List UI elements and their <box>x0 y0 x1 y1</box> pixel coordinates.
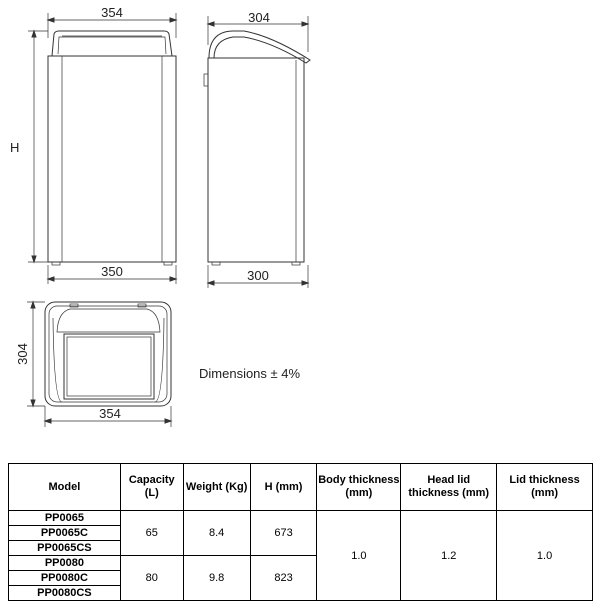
side-bottom-depth-label: 300 <box>247 268 269 283</box>
height-cell: 673 <box>250 511 317 556</box>
weight-cell: 8.4 <box>183 511 250 556</box>
side-top-depth-label: 304 <box>248 10 270 25</box>
height-label: H <box>10 140 20 155</box>
body-thickness-cell: 1.0 <box>317 511 401 601</box>
capacity-cell: 80 <box>120 556 183 601</box>
model-cell: PP0080C <box>9 571 121 586</box>
header-head-lid-thickness: Head lid thickness (mm) <box>401 464 497 511</box>
model-cell: PP0065CS <box>9 541 121 556</box>
header-weight: Weight (Kg) <box>183 464 250 511</box>
height-cell: 823 <box>250 556 317 601</box>
top-depth-label: 304 <box>15 343 30 365</box>
tolerance-note: Dimensions ± 4% <box>199 366 301 381</box>
model-cell: PP0065C <box>9 526 121 541</box>
header-body-thickness: Body thickness (mm) <box>317 464 401 511</box>
front-top-width-label: 354 <box>101 5 123 20</box>
header-lid-thickness: Lid thickness (mm) <box>497 464 593 511</box>
header-height: H (mm) <box>250 464 317 511</box>
model-cell: PP0065 <box>9 511 121 526</box>
side-view <box>204 16 310 288</box>
top-width-label: 354 <box>99 406 121 421</box>
lid-thickness-cell: 1.0 <box>497 511 593 601</box>
weight-cell: 9.8 <box>183 556 250 601</box>
model-cell: PP0080CS <box>9 586 121 601</box>
table-row <box>9 511 593 526</box>
header-model: Model <box>9 464 121 511</box>
capacity-cell: 65 <box>120 511 183 556</box>
front-bottom-width-label: 350 <box>101 264 123 279</box>
table-header-row <box>9 464 593 511</box>
model-cell: PP0080 <box>9 556 121 571</box>
spec-table <box>8 463 593 601</box>
front-view <box>28 13 176 284</box>
header-capacity: Capacity (L) <box>120 464 183 511</box>
head-lid-thickness-cell: 1.2 <box>401 511 497 601</box>
